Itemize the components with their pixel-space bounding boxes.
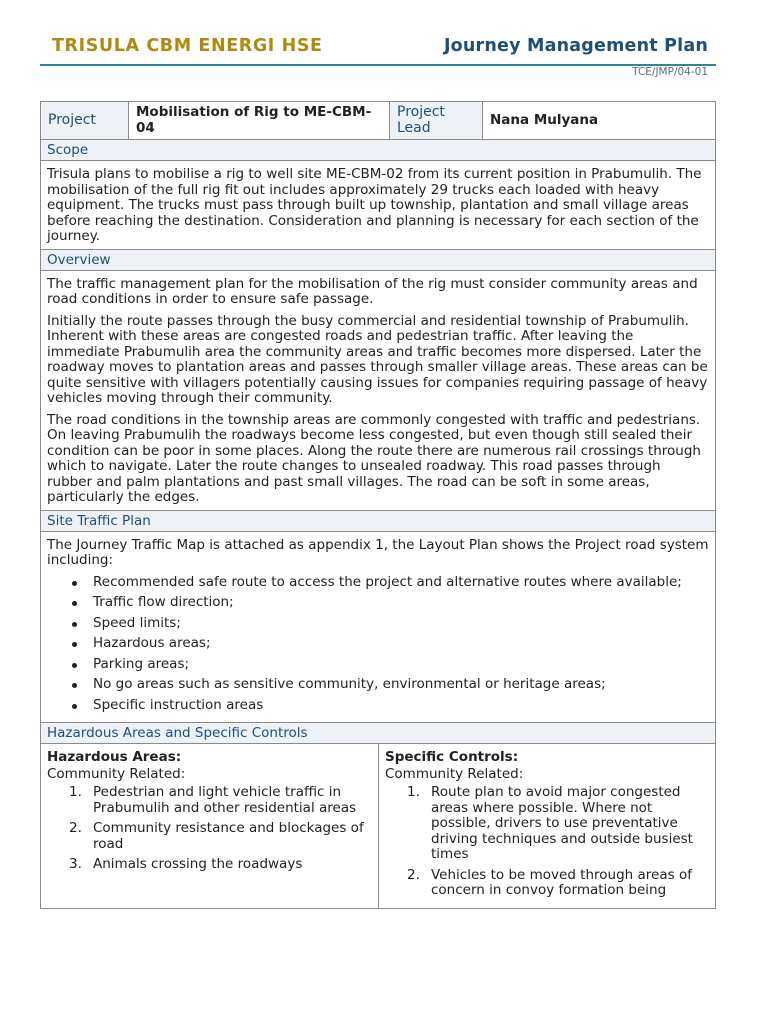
list-item [69,820,372,852]
hazardous-areas-column [41,744,378,908]
hazardous-areas-title: Hazardous Areas: [47,749,182,765]
list-item-text: Animals crossing the roadways [93,856,303,872]
overview-paragraph: The road conditions in the township areas are commonly congested with traffic and pedestrians. On leaving Prabumulih the roadways become less congested, but even though still sealed their condition can be poor in some places. Along the route there are numerous rail crossings through which to navigate. Later the route changes to unsealed roadway. This road passes through rubber and palm plantations and past small villages. The road can be soft in some areas, particularly the edges. [47,411,701,505]
overview-heading: Overview [41,250,715,271]
hazards-heading: Hazardous Areas and Specific Controls [41,723,715,744]
document-title: Journey Management Plan [443,36,708,56]
project-label: Project [41,102,128,139]
list-item [69,856,372,873]
list-number: 2. [69,820,82,836]
specific-controls-title: Specific Controls: [385,749,519,765]
list-number: 1. [407,784,420,800]
list-item-text: Pedestrian and light vehicle traffic in Prabumulih and other residential areas [93,784,357,816]
list-item: Traffic flow direction; [93,595,709,611]
hazardous-areas-list [47,785,372,873]
document-reference: TCE/JMP/04-01 [632,66,708,78]
scope-heading: Scope [41,140,715,161]
header-divider [40,64,716,66]
hazardous-areas-subtitle: Community Related: [47,765,186,782]
specific-controls-list [385,785,709,899]
project-value: Mobilisation of Rig to ME-CBM-04 [128,102,389,139]
list-item: Recommended safe route to access the project and alternative routes where available; [93,575,709,591]
traffic-plan-heading: Site Traffic Plan [41,511,715,532]
list-item-text: Route plan to avoid major congested areas where possible. Where not possible, drivers to use preventative driving techniques and outside busiest times [431,784,693,862]
project-lead-value: Nana Mulyana [482,102,715,139]
list-number: 3. [69,856,82,872]
list-item: No go areas such as sensitive community, environmental or heritage areas; [93,677,709,693]
list-item: Hazardous areas; [93,636,709,652]
plan-table [40,101,716,909]
project-lead-label: Project Lead [389,102,482,139]
traffic-plan-intro: The Journey Traffic Map is attached as appendix 1, the Layout Plan shows the Project road system including: [47,536,709,568]
list-item: Specific instruction areas [93,698,709,714]
list-item: Speed limits; [93,616,709,632]
list-item [69,784,372,816]
overview-body [41,271,715,511]
scope-text: Trisula plans to mobilise a rig to well site ME-CBM-02 from its current position in Prabumulih. The mobilisation of the full rig fit out includes approximately 29 trucks each loaded with heavy equipment. The trucks must pass through built up township, plantation and small village areas before reaching the destination. Consideration and planning is necessary for each section of the journey. [47,166,702,244]
list-number: 1. [69,784,82,800]
list-item [407,784,709,863]
list-item-text: Community resistance and blockages of road [93,820,364,852]
specific-controls-column [378,744,715,908]
specific-controls-subtitle: Community Related: [385,765,524,782]
scope-body [41,161,715,250]
list-item [407,866,709,899]
page-header [40,32,716,72]
list-number: 2. [407,866,420,883]
hazards-body [41,744,715,908]
overview-paragraph: Initially the route passes through the busy commercial and residential township of Prabumulih. Inherent with these areas are congested roads and pedestrian traffic. After leaving the immediate Prabumulih area the community areas and traffic becomes more dispersed. Later the roadway moves to plantation areas and passes through smaller village areas. These areas can be quite sensitive with villagers potentially causing issues for companies requiring passage of heavy vehicles moving through their community. [47,312,708,406]
traffic-plan-body [41,532,715,724]
overview-paragraph: The traffic management plan for the mobilisation of the rig must consider community areas and road conditions in order to ensure safe passage. [47,275,698,307]
company-name: TRISULA CBM ENERGI HSE [52,36,323,56]
project-info-row [41,102,715,140]
list-item: Parking areas; [93,657,709,673]
traffic-plan-list [47,575,709,714]
list-item-text: Vehicles to be moved through areas of concern in convoy formation being [431,866,692,898]
